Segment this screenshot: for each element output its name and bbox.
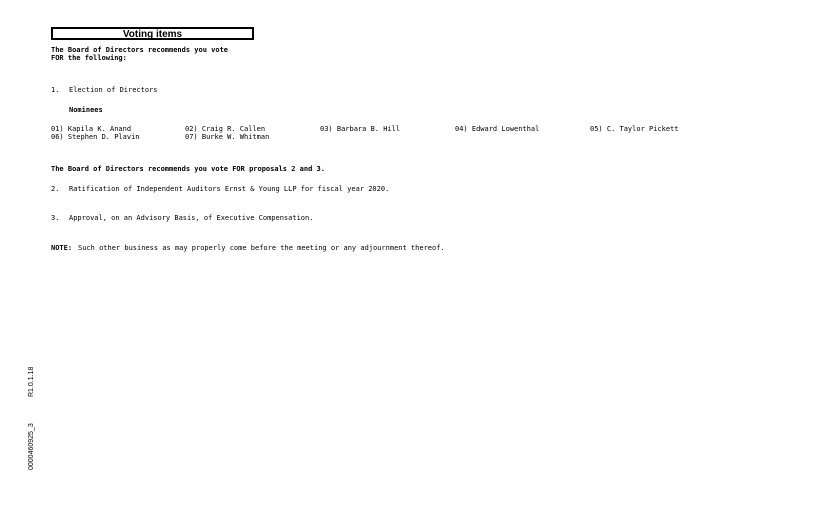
document-code: 0000460925_3 <box>28 423 35 470</box>
note-text: Such other business as may properly come before the meeting or any adjournment thereof. <box>78 244 445 252</box>
nominee-02: 02) Craig R. Callen <box>185 125 266 133</box>
item-3-number: 3. <box>51 214 60 222</box>
nominee-01: 01) Kapila K. Anand <box>51 125 132 133</box>
voting-items-header: Voting items <box>51 27 254 40</box>
note-prefix: NOTE: <box>51 244 73 252</box>
nominee-07: 07) Burke W. Whitman <box>185 133 270 141</box>
intro-line-1: The Board of Directors recommends you vote <box>51 46 229 54</box>
nominee-06: 06) Stephen D. Plavin <box>51 133 140 141</box>
intro-line-2: FOR the following: <box>51 54 127 62</box>
recommend-proposals-2-3: The Board of Directors recommends you vote FOR proposals 2 and 3. <box>51 165 325 173</box>
item-2-label: Ratification of Independent Auditors Ernst & Young LLP for fiscal year 2020. <box>69 185 390 193</box>
nominee-05: 05) C. Taylor Pickett <box>590 125 679 133</box>
item-1-label: Election of Directors <box>69 86 158 94</box>
nominee-04: 04) Edward Lowenthal <box>455 125 540 133</box>
item-1-number: 1. <box>51 86 60 94</box>
item-3-label: Approval, on an Advisory Basis, of Executive Compensation. <box>69 214 314 222</box>
revision-code: R1.0.1.18 <box>28 366 35 397</box>
item-2-number: 2. <box>51 185 60 193</box>
nominee-03: 03) Barbara B. Hill <box>320 125 401 133</box>
nominees-label: Nominees <box>69 106 103 114</box>
